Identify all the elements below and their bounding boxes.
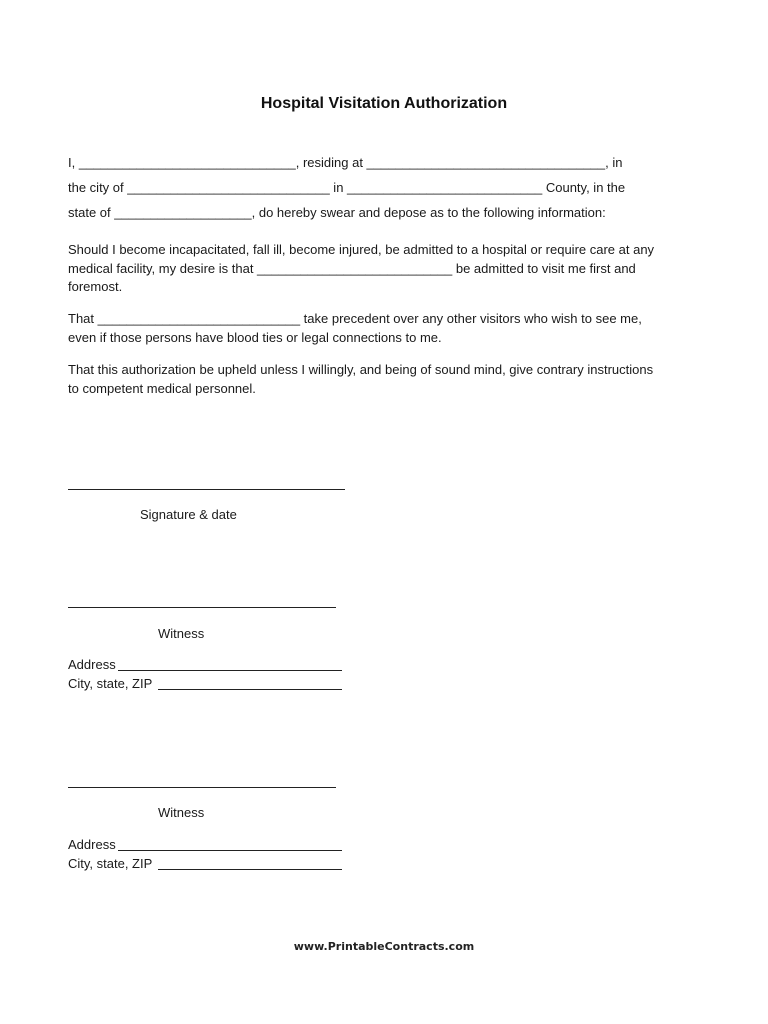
witness-1-city-label: City, state, ZIP [68,676,153,691]
witness-1-address-field[interactable] [118,670,342,671]
paragraph-upheld-line: That this authorization be upheld unless I willingly, and being of sound mind, give contrary instructions [68,362,654,377]
witness-2-city-field[interactable] [158,869,342,870]
intro-line-name: I, ______________________________, residing at _________________________________, in [68,155,623,170]
paragraph-precedence-line: even if those persons have blood ties or legal connections to me. [68,329,442,345]
intro-line-city: the city of ____________________________ in ___________________________ County, in the [68,180,626,195]
witness-2-address-field[interactable] [118,850,342,851]
paragraph-precedence-line: That ____________________________ take precedent over any other visitors who wish to see me, [68,311,642,326]
witness-2-signature-line[interactable] [68,787,336,788]
witness-1-address-label: Address [68,657,116,672]
signature-line[interactable] [68,489,345,490]
signature-caption: Signature & date [140,507,237,522]
paragraph-precedence [68,310,708,347]
paragraph-desire-line: medical facility, my desire is that ___________________________ be admitted to visit me first and [68,260,636,276]
witness-1-signature-line[interactable] [68,607,336,608]
witness-1-caption: Witness [158,626,205,641]
paragraph-upheld-line: to competent medical personnel. [68,380,256,396]
paragraph-desire-line: Should I become incapacitated, fall ill, become injured, be admitted to a hospital or require care at any [68,242,655,257]
document-title: Hospital Visitation Authorization [260,95,508,112]
witness-1-city-field[interactable] [158,689,342,690]
paragraph-desire-line: foremost. [68,279,123,294]
footer-website: www.PrintableContracts.com [293,940,475,953]
paragraph-upheld [68,361,708,398]
paragraph-desire [68,241,708,297]
witness-2-address-label: Address [68,837,116,852]
intro-line-state: state of ___________________, do hereby swear and depose as to the following information: [68,205,606,220]
witness-2-city-label: City, state, ZIP [68,856,153,871]
witness-2-caption: Witness [158,805,205,820]
